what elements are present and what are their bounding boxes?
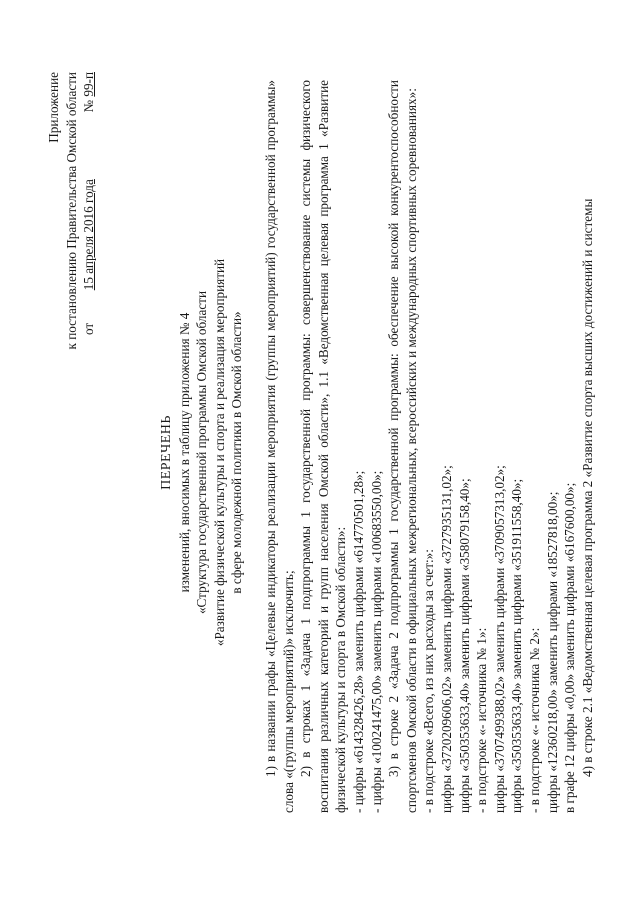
paragraph: в графе 12 цифры «0,00» заменить цифрами «6167600,00»; [562, 482, 578, 813]
paragraph: - цифры «614328426,28» заменить цифрами «614770501,28»; [350, 470, 366, 813]
appendix-number-sign: № [81, 99, 97, 113]
paragraph: - цифры «100241475,00» заменить цифрами «100683550,00»; [368, 470, 384, 813]
appendix-from: от [81, 322, 97, 336]
appendix-block [45, 72, 98, 432]
page-title: ПЕРЕЧЕНЬ [159, 415, 174, 490]
paragraph: 2) в строках 1 «Задача 1 подпрограммы 1 государственной программы: совершенствование системы физического воспитания различных категорий и групп населения Омской области», 1.1 «Ведомственная целевая программа 1 «Развитие физической культуры и спорта в Омской области»: [298, 80, 349, 813]
paragraph: цифры «350353633,40» заменить цифрами «351911558,40»; [509, 478, 525, 813]
paragraph: цифры «12360218,00» заменить цифрами «18527818,00»; [544, 491, 560, 813]
subtitle-line: «Структура государственной программы Омской области [194, 290, 210, 615]
paragraph: цифры «3707499388,02» заменить цифрами «3709057313,02»; [491, 465, 507, 813]
paragraph: 1) в названии графы «Целевые индикаторы реализации мероприятия (группы мероприятий) государственной программы» слова «(группы мероприятий)» исключить; [263, 80, 296, 813]
appendix-decree-line: к постановлению Правительства Омской области [63, 72, 79, 350]
appendix-title: Приложение [46, 72, 61, 143]
appendix-date: 15 апреля 2016 года [81, 179, 97, 291]
paragraph: цифры «3720209606,02» заменить цифрами «3727935131,02»; [438, 465, 454, 813]
appendix-date-line [80, 72, 98, 432]
paragraph: - в подстроке «Всего, из них расходы за счет:»: [421, 549, 437, 813]
subtitle-line: в сфере молодежной политики в Омской области» [229, 311, 245, 594]
paragraph: - в подстроке «- источника № 1»: [474, 627, 490, 813]
paragraph: - в подстроке «- источника № 2»: [526, 627, 542, 813]
subtitle-line: изменений, вносимых в таблицу приложения № 4 [176, 312, 192, 593]
document-body [262, 80, 596, 813]
paragraph: цифры «350353633,40» заменить цифрами «358079158,40»; [456, 478, 472, 813]
subtitle-line: «Развитие физической культуры и спорта и реализация мероприятий [211, 258, 227, 647]
document-title [158, 50, 246, 855]
paragraph: 3) в строке 2 «Задача 2 подпрограммы 1 государственной программы: обеспечение высокой конкурентоспособности спортсменов Омской области в официальных межрегиональных, всероссийских и международных спортивных соревнованиях»: [386, 80, 419, 813]
appendix-number: 99-п [81, 72, 97, 97]
paragraph: 4) в строке 2.1 «Ведомственная целевая программа 2 «Развитие спорта высших достижений и системы [579, 198, 595, 777]
